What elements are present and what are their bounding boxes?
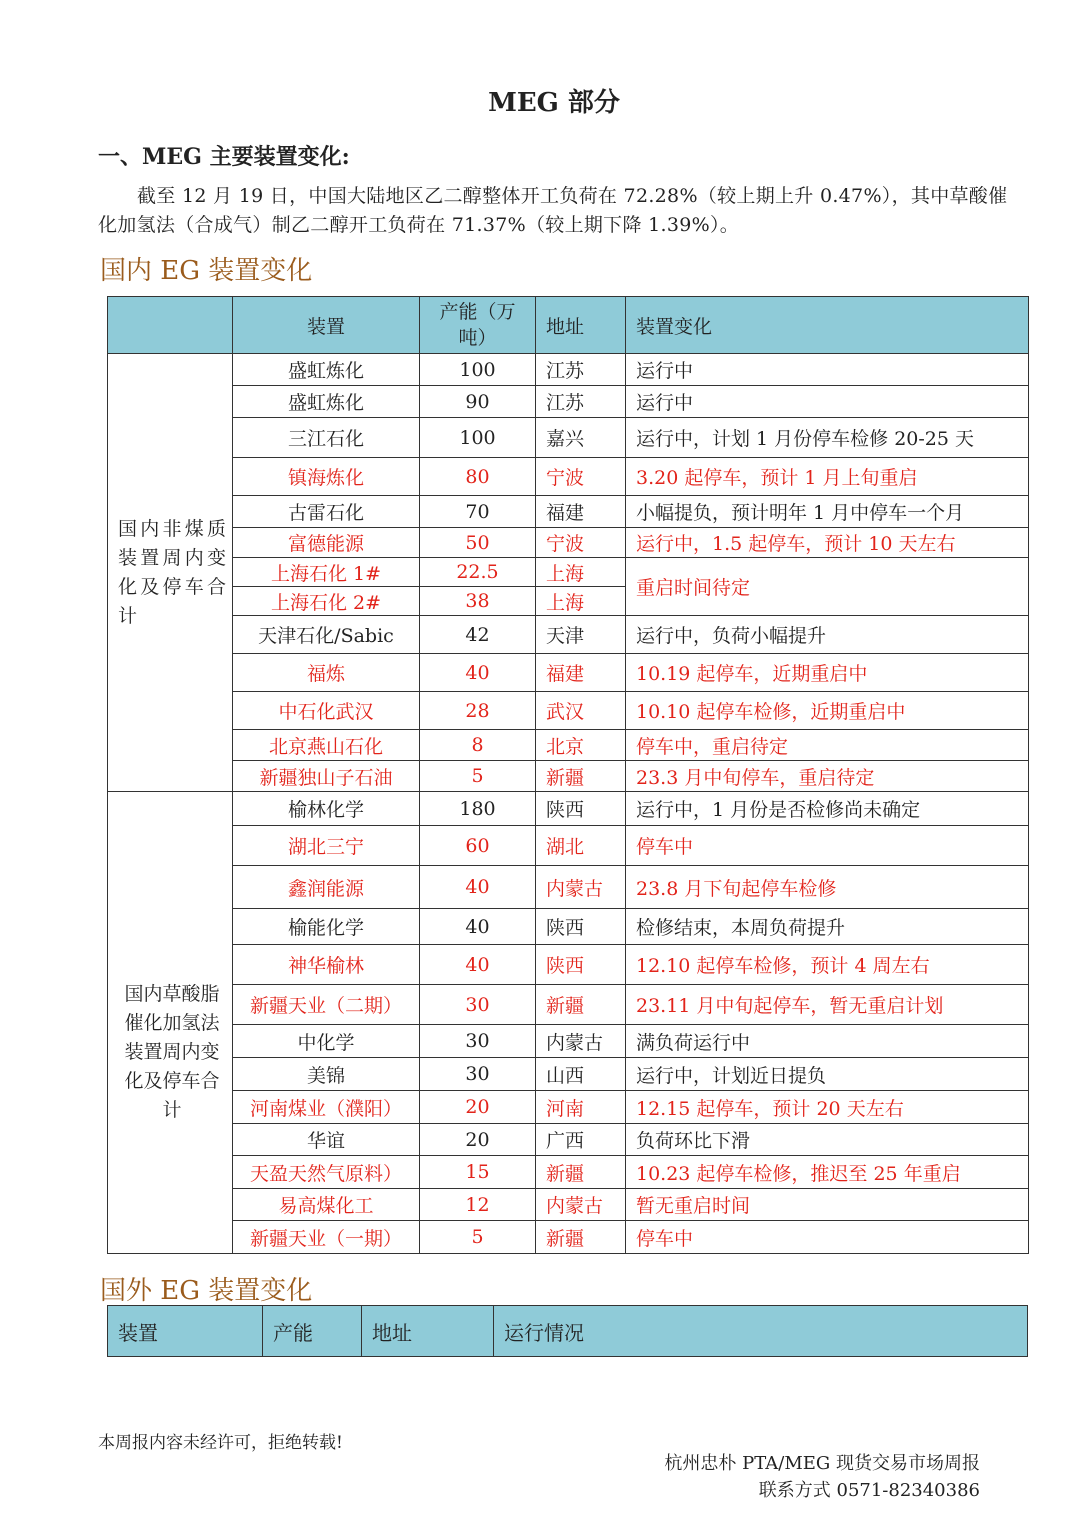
change-cell: 重启时间待定	[626, 558, 1029, 616]
device-name-cell: 湖北三宁	[233, 826, 420, 866]
location-cell: 江苏	[536, 354, 626, 386]
location-cell: 新疆	[536, 985, 626, 1025]
location-cell: 陕西	[536, 792, 626, 826]
location-cell: 北京	[536, 730, 626, 761]
change-cell: 运行中	[626, 354, 1029, 386]
capacity-cell: 100	[420, 354, 536, 386]
change-cell: 小幅提负，预计明年 1 月中停车一个月	[626, 496, 1029, 528]
location-cell: 上海	[536, 587, 626, 616]
table-row	[108, 761, 1029, 792]
table-row	[108, 792, 1029, 826]
change-cell: 停车中	[626, 1221, 1029, 1254]
foreign-heading: 国外 EG 装置变化	[100, 1276, 313, 1306]
table-header-row	[108, 297, 1029, 354]
device-name-cell: 盛虹炼化	[233, 386, 420, 418]
capacity-cell: 30	[420, 985, 536, 1025]
location-cell: 福建	[536, 654, 626, 692]
publisher-block	[664, 1450, 980, 1504]
group-label-non-coal: 国内非煤质装置周内变化及停车合计	[108, 354, 233, 792]
capacity-cell: 22.5	[420, 558, 536, 587]
location-cell: 陕西	[536, 909, 626, 945]
device-name-cell: 美锦	[233, 1058, 420, 1091]
copyright-notice: 本周报内容未经许可，拒绝转载!	[98, 1433, 343, 1453]
device-name-cell: 华谊	[233, 1124, 420, 1156]
device-name-cell: 中石化武汉	[233, 692, 420, 730]
change-cell: 运行中，1.5 起停车，预计 10 天左右	[626, 528, 1029, 558]
location-cell: 新疆	[536, 1221, 626, 1254]
capacity-cell: 80	[420, 458, 536, 496]
capacity-cell: 38	[420, 587, 536, 616]
change-cell: 运行中，1 月份是否检修尚未确定	[626, 792, 1029, 826]
location-cell: 广西	[536, 1124, 626, 1156]
table-row	[108, 909, 1029, 945]
capacity-cell: 5	[420, 1221, 536, 1254]
capacity-cell: 90	[420, 386, 536, 418]
table-row	[108, 458, 1029, 496]
capacity-cell: 8	[420, 730, 536, 761]
change-cell: 23.11 月中旬起停车，暂无重启计划	[626, 985, 1029, 1025]
change-cell: 12.10 起停车检修，预计 4 周左右	[626, 945, 1029, 985]
page-title: MEG 部分	[488, 88, 620, 118]
location-cell: 陕西	[536, 945, 626, 985]
device-name-cell: 神华榆林	[233, 945, 420, 985]
header-cell-status: 运行情况	[494, 1306, 1028, 1357]
location-cell: 福建	[536, 496, 626, 528]
device-name-cell: 上海石化 1#	[233, 558, 420, 587]
capacity-cell: 40	[420, 654, 536, 692]
capacity-cell: 40	[420, 945, 536, 985]
device-name-cell: 天津石化/Sabic	[233, 616, 420, 654]
capacity-cell: 100	[420, 418, 536, 458]
capacity-cell: 40	[420, 909, 536, 945]
table-row	[108, 1156, 1029, 1189]
capacity-cell: 40	[420, 866, 536, 909]
change-cell: 23.8 月下旬起停车检修	[626, 866, 1029, 909]
location-cell: 武汉	[536, 692, 626, 730]
device-name-cell: 福炼	[233, 654, 420, 692]
group-label-oxalate: 国内草酸脂催化加氢法装置周内变化及停车合计	[108, 792, 233, 1254]
change-cell: 3.20 起停车，预计 1 月上旬重启	[626, 458, 1029, 496]
device-name-cell: 鑫润能源	[233, 866, 420, 909]
device-name-cell: 新疆天业（一期）	[233, 1221, 420, 1254]
capacity-cell: 180	[420, 792, 536, 826]
location-cell: 宁波	[536, 458, 626, 496]
capacity-cell: 70	[420, 496, 536, 528]
device-name-cell: 镇海炼化	[233, 458, 420, 496]
table-row	[108, 826, 1029, 866]
table-row	[108, 985, 1029, 1025]
device-name-cell: 新疆独山子石油	[233, 761, 420, 792]
change-cell: 运行中	[626, 386, 1029, 418]
capacity-cell: 20	[420, 1091, 536, 1124]
device-name-cell: 榆林化学	[233, 792, 420, 826]
device-name-cell: 中化学	[233, 1025, 420, 1058]
table-row	[108, 866, 1029, 909]
table-row	[108, 418, 1029, 458]
change-cell: 运行中，计划 1 月份停车检修 20-25 天	[626, 418, 1029, 458]
capacity-cell: 42	[420, 616, 536, 654]
device-name-cell: 上海石化 2#	[233, 587, 420, 616]
table-row	[108, 1221, 1029, 1254]
device-name-cell: 三江石化	[233, 418, 420, 458]
change-cell: 满负荷运行中	[626, 1025, 1029, 1058]
location-cell: 内蒙古	[536, 1025, 626, 1058]
location-cell: 新疆	[536, 1156, 626, 1189]
location-cell: 内蒙古	[536, 1189, 626, 1221]
contact-info: 联系方式 0571-82340386	[758, 1480, 980, 1501]
location-cell: 江苏	[536, 386, 626, 418]
change-cell: 停车中，重启待定	[626, 730, 1029, 761]
capacity-cell: 28	[420, 692, 536, 730]
capacity-cell: 20	[420, 1124, 536, 1156]
header-cell-change: 装置变化	[626, 297, 1029, 354]
location-cell: 嘉兴	[536, 418, 626, 458]
header-cell-device: 装置	[108, 1306, 263, 1357]
table-row	[108, 1058, 1029, 1091]
table-row	[108, 496, 1029, 528]
location-cell: 河南	[536, 1091, 626, 1124]
change-cell: 运行中，负荷小幅提升	[626, 616, 1029, 654]
device-name-cell: 榆能化学	[233, 909, 420, 945]
capacity-cell: 12	[420, 1189, 536, 1221]
table-row	[108, 616, 1029, 654]
foreign-eg-table	[107, 1305, 1028, 1357]
table-row	[108, 1091, 1029, 1124]
section-heading: 一、MEG 主要装置变化:	[98, 144, 350, 170]
table-row	[108, 692, 1029, 730]
location-cell: 湖北	[536, 826, 626, 866]
change-cell: 暂无重启时间	[626, 1189, 1029, 1221]
device-name-cell: 天盈天然气原料）	[233, 1156, 420, 1189]
change-cell: 停车中	[626, 826, 1029, 866]
location-cell: 上海	[536, 558, 626, 587]
header-cell-capacity: 产能	[263, 1306, 362, 1357]
change-cell: 12.15 起停车，预计 20 天左右	[626, 1091, 1029, 1124]
table-row	[108, 528, 1029, 558]
device-name-cell: 易高煤化工	[233, 1189, 420, 1221]
capacity-cell: 60	[420, 826, 536, 866]
capacity-cell: 5	[420, 761, 536, 792]
table-row	[108, 1189, 1029, 1221]
header-cell-blank	[108, 297, 233, 354]
header-cell-location: 地址	[536, 297, 626, 354]
change-cell: 运行中，计划近日提负	[626, 1058, 1029, 1091]
table-row	[108, 386, 1029, 418]
capacity-cell: 50	[420, 528, 536, 558]
capacity-cell: 15	[420, 1156, 536, 1189]
domestic-heading: 国内 EG 装置变化	[100, 256, 313, 286]
change-cell: 负荷环比下滑	[626, 1124, 1029, 1156]
table-header-row	[108, 1306, 1028, 1357]
header-cell-capacity: 产能（万吨）	[420, 297, 536, 354]
header-cell-location: 地址	[362, 1306, 494, 1357]
table-row	[108, 1025, 1029, 1058]
device-name-cell: 古雷石化	[233, 496, 420, 528]
device-name-cell: 北京燕山石化	[233, 730, 420, 761]
location-cell: 内蒙古	[536, 866, 626, 909]
device-name-cell: 富德能源	[233, 528, 420, 558]
table-row	[108, 945, 1029, 985]
device-name-cell: 新疆天业（二期）	[233, 985, 420, 1025]
location-cell: 宁波	[536, 528, 626, 558]
domestic-eg-table	[107, 296, 1029, 1254]
table-row	[108, 354, 1029, 386]
change-cell: 10.23 起停车检修，推迟至 25 年重启	[626, 1156, 1029, 1189]
change-cell: 检修结束，本周负荷提升	[626, 909, 1029, 945]
table-row	[108, 654, 1029, 692]
table-row	[108, 1124, 1029, 1156]
table-row	[108, 730, 1029, 761]
capacity-cell: 30	[420, 1025, 536, 1058]
device-name-cell: 盛虹炼化	[233, 354, 420, 386]
location-cell: 山西	[536, 1058, 626, 1091]
location-cell: 天津	[536, 616, 626, 654]
publisher-name: 杭州忠朴 PTA/MEG 现货交易市场周报	[664, 1453, 980, 1474]
change-cell: 10.19 起停车，近期重启中	[626, 654, 1029, 692]
table-row	[108, 558, 1029, 587]
change-cell: 10.10 起停车检修，近期重启中	[626, 692, 1029, 730]
change-cell: 23.3 月中旬停车，重启待定	[626, 761, 1029, 792]
location-cell: 新疆	[536, 761, 626, 792]
summary-paragraph: 截至 12 月 19 日，中国大陆地区乙二醇整体开工负荷在 72.28%（较上期上升 0.47%），其中草酸催化加氢法（合成气）制乙二醇开工负荷在 71.37%（较上期下降 1.39%）。	[98, 185, 1008, 236]
device-name-cell: 河南煤业（濮阳）	[233, 1091, 420, 1124]
header-cell-device: 装置	[233, 297, 420, 354]
capacity-cell: 30	[420, 1058, 536, 1091]
